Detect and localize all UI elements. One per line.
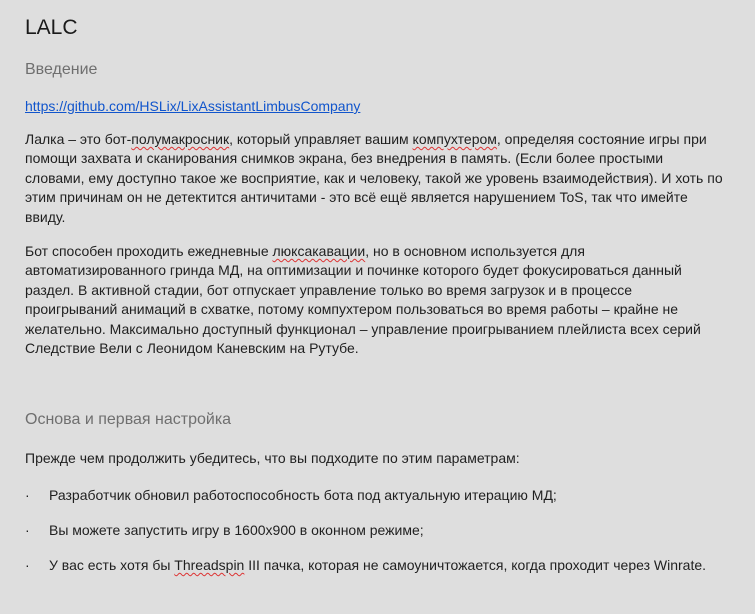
section-heading-intro: Введение — [25, 61, 98, 78]
list-item: · У вас есть хотя бы Threadspin III пачка, которая не самоуничтожается, когда проходит через Winrate. — [25, 556, 707, 573]
bullet-icon: · — [25, 556, 30, 573]
setup-lead: Прежде чем продолжить убедитесь, что вы подходите по этим параметрам: — [25, 450, 520, 467]
document-title: LALC — [25, 16, 78, 39]
list-item: · Вы можете запустить игру в 1600x900 в оконном режиме; — [25, 521, 424, 538]
intro-paragraph-2: Бот способен проходить ежедневные люксакавации, но в основном используется для автоматизированного гринда МД, на оптимизации и починке которого будет фокусироваться данный раздел. В активной стадии, бот отпускает управление только во время загрузок и в процессе проигрываний анимаций в схватке, потому компухтером пользоваться во время работы – крайне не желательно. Максимально доступный функционал – управление проигрыванием плейлиста всех серий Следствие Вели с Леонидом Каневским на Рутубе. — [25, 243, 701, 357]
document-page — [25, 12, 725, 575]
github-link[interactable]: https://github.com/HSLix/LixAssistantLimbusCompany — [25, 98, 361, 114]
intro-paragraph-1: Лалка – это бот-полумакросник, который управляет вашим компухтером, определяя состояние игры при помощи захвата и сканирования снимков экрана, без внедрения в память. (Если более простыми словами, ему доступно такое же восприятие, как и человеку, такой же уровень взаимодействия). И хоть по этим причинам он не детектится античитами - это всё ещё является нарушением ToS, так что имейте ввиду. — [25, 131, 723, 225]
section-heading-setup: Основа и первая настройка — [25, 411, 232, 429]
bullet-icon: · — [25, 521, 30, 538]
spellcheck-word: полумакросник — [131, 131, 230, 147]
spellcheck-word: Threadspin — [174, 556, 245, 573]
spellcheck-word: люксакавации — [272, 243, 366, 260]
bullet-icon: · — [25, 486, 30, 503]
spellcheck-word: компухтером — [412, 131, 497, 147]
list-item: · Разработчик обновил работоспособность бота под актуальную итерацию МД; — [25, 486, 557, 503]
requirements-list — [25, 485, 725, 575]
